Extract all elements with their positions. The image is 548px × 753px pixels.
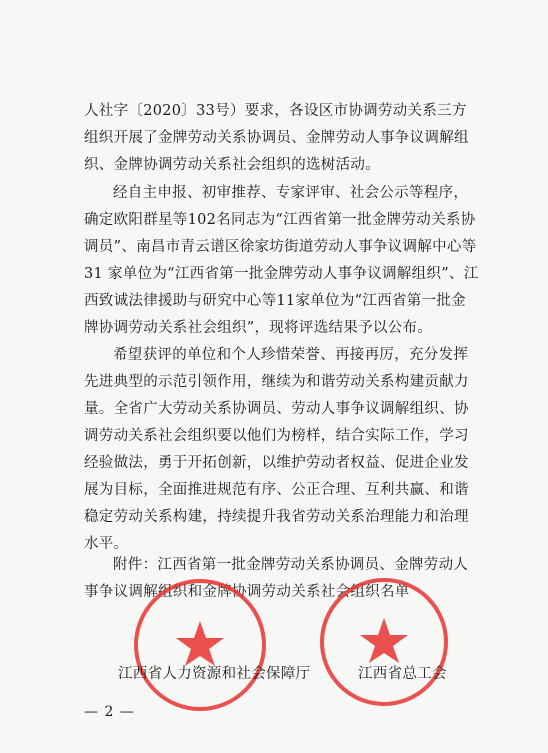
attachment-text: 江西省第一批金牌劳动关系协调员、金牌劳动人事争议调解组织和金牌协调劳动关系社会组织名单 <box>84 557 469 600</box>
union-official-seal <box>318 576 450 708</box>
seal-star-icon <box>360 618 408 663</box>
paragraph-1: 人社字〔2020〕33号）要求，各设区市协调劳动关系三方组织开展了金牌劳动关系协调员、金牌劳动人事争议调解组织、金牌协调劳动关系社会组织的选树活动。 <box>84 103 469 173</box>
paragraph-2: 经自主申报、初审推荐、专家评审、社会公示等程序，确定欧阳群星等102名同志为“江西省第一批金牌劳动关系协调员”、南昌市青云谱区徐家坊街道劳动人事争议调解中心等 31 家单位为“江西省第一批金牌劳动人事争议调解组织”、江西致诚法律援助与研究中心等11家单位为“江西省第一批金牌协调劳动关系社会组织”，现将评选结果予以公布。 <box>84 185 479 336</box>
page-number: — 2 — <box>84 704 135 720</box>
signature-org-right: 江西省总工会 <box>358 666 447 682</box>
hrss-official-seal <box>132 577 268 713</box>
paragraph-3: 希望获评的单位和个人珍惜荣誉、再接再厉，充分发挥先进典型的示范引领作用，继续为和谐劳动关系构建贡献力量。全省广大劳动关系协调员、劳动人事争议调解组织、协调劳动关系社会组织要以他们为榜样，结合实际工作，学习经验做法，勇于开拓创新，以维护劳动者权益、促进企业发展为目标，全面推进规范有序、公正合理、互利共赢、和谐稳定劳动关系构建，持续提升我省劳动关系治理能力和治理水平。 <box>84 347 469 552</box>
attachment-label: 附件： <box>113 557 158 573</box>
seal-star-icon <box>176 621 224 666</box>
signature-org-left: 江西省人力资源和社会保障厅 <box>118 666 311 682</box>
